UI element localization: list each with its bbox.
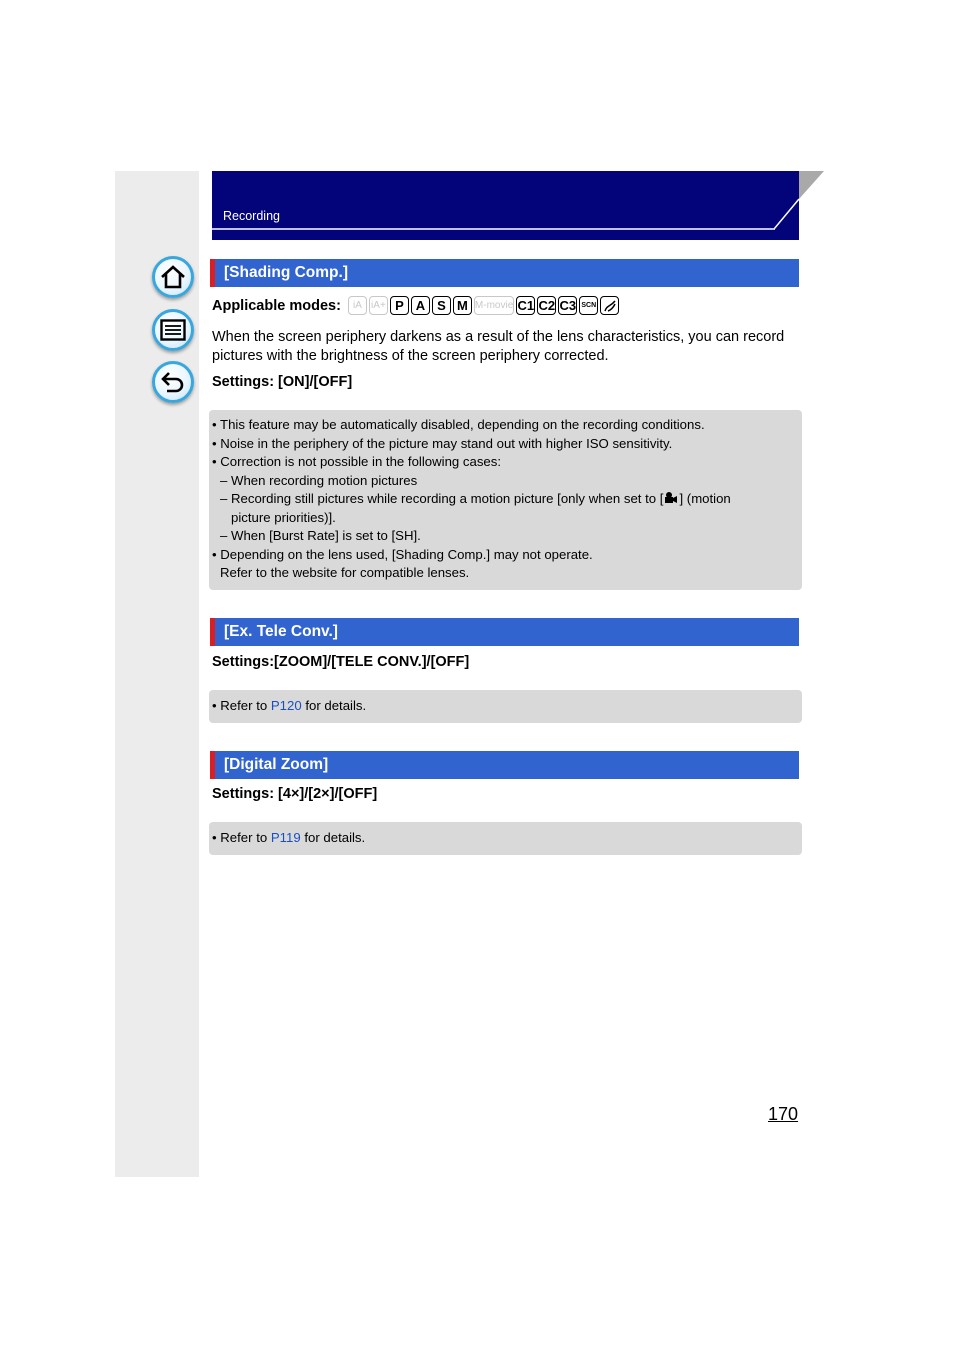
menu-button[interactable] xyxy=(152,309,194,351)
header-label: Recording xyxy=(223,209,280,223)
section-title-tele-conv: [Ex. Tele Conv.] xyxy=(210,618,799,646)
digital-settings: Settings: [4×]/[2×]/[OFF] xyxy=(212,786,378,802)
digital-note-box xyxy=(209,822,802,855)
shading-description-line1: When the screen periphery darkens as a result of the lens characteristics, you can record xyxy=(212,329,785,345)
mode-a-icon: A xyxy=(411,296,430,315)
shading-note: – When [Burst Rate] is set to [SH]. xyxy=(220,528,421,543)
page-link-p120[interactable]: P120 xyxy=(270,698,302,713)
section-title-digital-zoom: [Digital Zoom] xyxy=(210,751,799,779)
header-rule xyxy=(212,228,775,230)
mode-c1-icon: C1 xyxy=(517,298,535,313)
shading-note: Refer to the website for compatible lenses. xyxy=(220,565,470,580)
digital-note xyxy=(212,829,802,848)
shading-note: • Depending on the lens used, [Shading Comp.] may not operate. xyxy=(212,546,593,562)
shading-settings: Settings: [ON]/[OFF] xyxy=(212,374,353,390)
home-button[interactable] xyxy=(152,256,194,298)
shading-note-text: ] (motion xyxy=(679,491,731,506)
tele-note-suffix: for details. xyxy=(301,698,367,713)
shading-note: picture priorities)]. xyxy=(231,509,336,525)
shading-description-line2: pictures with the brightness of the screen periphery corrected. xyxy=(212,348,609,364)
page-number: 170 xyxy=(768,1104,799,1124)
header-corner-decoration xyxy=(774,171,824,240)
digital-note-prefix: • Refer to xyxy=(212,830,271,845)
mode-c3-icon: C3 xyxy=(559,298,577,313)
shading-note: • Correction is not possible in the following cases: xyxy=(212,454,502,469)
mode-s-icon: S xyxy=(432,296,451,315)
section-title-shading: [Shading Comp.] xyxy=(210,259,799,287)
shading-note-motion-priority xyxy=(212,490,802,509)
modes-label: Applicable modes: xyxy=(212,297,341,314)
mode-scn-icon: SCN xyxy=(579,296,598,315)
mode-movie-m-icon: M-movie xyxy=(474,296,514,315)
shading-note-box xyxy=(209,410,802,590)
digital-note-suffix: for details. xyxy=(300,830,366,845)
menu-list-icon xyxy=(160,319,186,341)
mode-ia-icon: iA xyxy=(348,296,367,315)
mode-m-icon: M xyxy=(453,296,472,315)
mode-ia-plus-icon: iA+ xyxy=(369,296,388,315)
mode-creative-icon xyxy=(600,296,619,315)
shading-note: • This feature may be automatically disabled, depending on the recording conditions. xyxy=(212,417,705,432)
shading-note: – When recording motion pictures xyxy=(220,472,418,488)
tele-note-prefix: • Refer to xyxy=(212,698,271,713)
tele-settings: Settings:[ZOOM]/[TELE CONV.]/[OFF] xyxy=(212,654,470,670)
tele-note-box xyxy=(209,690,802,723)
home-icon xyxy=(160,265,186,289)
page-link-p119[interactable]: P119 xyxy=(270,830,301,845)
applicable-modes xyxy=(212,296,621,315)
motion-picture-priority-icon xyxy=(664,491,678,504)
tele-note xyxy=(212,697,802,716)
shading-note: • Noise in the periphery of the picture may stand out with higher ISO sensitivity. xyxy=(212,435,673,451)
back-arrow-icon xyxy=(160,370,186,394)
back-button[interactable] xyxy=(152,361,194,403)
mode-p-icon: P xyxy=(390,296,409,315)
shading-note-text: – Recording still pictures while recording a motion picture [only when set to [ xyxy=(220,491,664,506)
mode-c2-icon: C2 xyxy=(538,298,556,313)
